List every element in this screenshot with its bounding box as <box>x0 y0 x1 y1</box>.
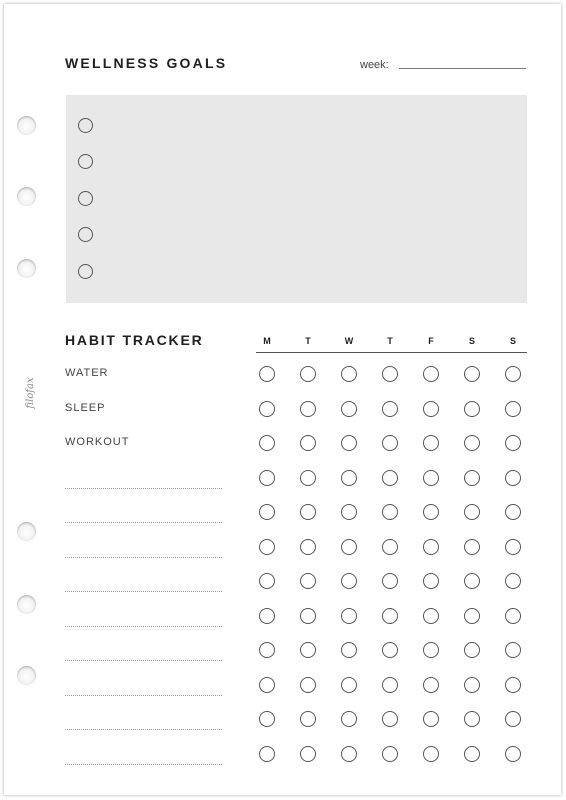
week-input-line[interactable] <box>399 68 526 69</box>
habit-checkbox[interactable] <box>423 677 439 693</box>
habit-checkbox[interactable] <box>505 677 521 693</box>
habit-checkbox[interactable] <box>341 504 357 520</box>
habit-checkbox[interactable] <box>259 470 275 486</box>
habit-write-line[interactable] <box>65 695 222 696</box>
habit-checkbox[interactable] <box>505 504 521 520</box>
punch-hole-5 <box>17 595 36 614</box>
habit-checkbox[interactable] <box>505 746 521 762</box>
days-header-rule <box>256 352 527 353</box>
punch-hole-4 <box>17 522 36 541</box>
habit-write-line[interactable] <box>65 557 222 558</box>
habit-checkbox[interactable] <box>505 573 521 589</box>
habit-checkbox[interactable] <box>382 642 398 658</box>
goals-area[interactable] <box>66 95 527 303</box>
habit-checkbox[interactable] <box>259 539 275 555</box>
habit-checkbox[interactable] <box>423 573 439 589</box>
habit-write-line[interactable] <box>65 660 222 661</box>
habit-checkbox[interactable] <box>300 608 316 624</box>
goal-checkbox[interactable] <box>78 264 93 279</box>
habit-checkbox[interactable] <box>382 366 398 382</box>
habit-checkbox[interactable] <box>464 642 480 658</box>
habit-checkbox[interactable] <box>423 401 439 417</box>
habit-checkbox[interactable] <box>341 470 357 486</box>
habit-checkbox[interactable] <box>300 573 316 589</box>
habit-checkbox[interactable] <box>505 608 521 624</box>
habit-checkbox[interactable] <box>464 573 480 589</box>
habit-checkbox[interactable] <box>259 608 275 624</box>
habit-checkbox[interactable] <box>300 677 316 693</box>
habit-checkbox[interactable] <box>341 677 357 693</box>
habit-write-line[interactable] <box>65 729 222 730</box>
habit-checkbox[interactable] <box>464 711 480 727</box>
habit-checkbox[interactable] <box>259 746 275 762</box>
habit-checkbox[interactable] <box>423 746 439 762</box>
habit-checkbox[interactable] <box>300 470 316 486</box>
habit-checkbox[interactable] <box>259 435 275 451</box>
habit-checkbox[interactable] <box>300 642 316 658</box>
day-header: F <box>428 336 434 346</box>
habit-checkbox[interactable] <box>259 504 275 520</box>
habit-checkbox[interactable] <box>464 401 480 417</box>
habit-checkbox[interactable] <box>423 366 439 382</box>
habit-checkbox[interactable] <box>464 470 480 486</box>
habit-checkbox[interactable] <box>382 711 398 727</box>
habit-checkbox[interactable] <box>464 677 480 693</box>
habit-write-line[interactable] <box>65 522 222 523</box>
habit-checkbox[interactable] <box>464 504 480 520</box>
habit-checkbox[interactable] <box>382 470 398 486</box>
habit-checkbox[interactable] <box>423 711 439 727</box>
habit-label: SLEEP <box>65 401 106 414</box>
habit-checkbox[interactable] <box>423 435 439 451</box>
goal-checkbox[interactable] <box>78 191 93 206</box>
habit-checkbox[interactable] <box>382 504 398 520</box>
day-header: S <box>509 336 516 346</box>
habit-checkbox[interactable] <box>300 539 316 555</box>
habit-checkbox[interactable] <box>464 608 480 624</box>
habit-checkbox[interactable] <box>505 435 521 451</box>
habit-checkbox[interactable] <box>341 539 357 555</box>
page-title: WELLNESS GOALS <box>65 55 228 71</box>
habit-checkbox[interactable] <box>382 608 398 624</box>
habit-checkbox[interactable] <box>300 746 316 762</box>
habit-label: WORKOUT <box>65 436 130 448</box>
habit-checkbox[interactable] <box>259 401 275 417</box>
habit-checkbox[interactable] <box>423 504 439 520</box>
habit-checkbox[interactable] <box>505 711 521 727</box>
punch-hole-1 <box>17 116 36 135</box>
punch-hole-3 <box>17 259 36 278</box>
habit-checkbox[interactable] <box>423 539 439 555</box>
habit-checkbox[interactable] <box>259 677 275 693</box>
goal-checkbox[interactable] <box>78 227 93 242</box>
punch-hole-6 <box>17 666 36 685</box>
habit-checkbox[interactable] <box>341 746 357 762</box>
habit-checkbox[interactable] <box>382 539 398 555</box>
habit-checkbox[interactable] <box>259 711 275 727</box>
habit-checkbox[interactable] <box>300 366 316 382</box>
habit-checkbox[interactable] <box>300 504 316 520</box>
habit-checkbox[interactable] <box>300 711 316 727</box>
habit-checkbox[interactable] <box>423 608 439 624</box>
habit-checkbox[interactable] <box>341 435 357 451</box>
day-header: S <box>468 336 475 346</box>
habit-write-line[interactable] <box>65 488 222 489</box>
habit-label: WATER <box>65 367 109 379</box>
habit-checkbox[interactable] <box>300 401 316 417</box>
habit-checkbox[interactable] <box>341 366 357 382</box>
habit-checkbox[interactable] <box>259 366 275 382</box>
habit-checkbox[interactable] <box>382 746 398 762</box>
habit-checkbox[interactable] <box>505 470 521 486</box>
habit-checkbox[interactable] <box>259 573 275 589</box>
habit-checkbox[interactable] <box>423 642 439 658</box>
habit-checkbox[interactable] <box>300 435 316 451</box>
habit-checkbox[interactable] <box>341 642 357 658</box>
goal-checkbox[interactable] <box>78 154 93 169</box>
habit-checkbox[interactable] <box>382 573 398 589</box>
habit-checkbox[interactable] <box>505 366 521 382</box>
habit-checkbox[interactable] <box>382 435 398 451</box>
punch-hole-2 <box>17 187 36 206</box>
habit-checkbox[interactable] <box>382 677 398 693</box>
week-label: week: <box>360 59 389 71</box>
habit-checkbox[interactable] <box>464 435 480 451</box>
habit-tracker-title: HABIT TRACKER <box>65 332 204 348</box>
habit-checkbox[interactable] <box>464 746 480 762</box>
day-header: T <box>387 336 393 346</box>
habit-write-line[interactable] <box>65 764 222 765</box>
habit-write-line[interactable] <box>65 626 222 627</box>
habit-checkbox[interactable] <box>341 608 357 624</box>
goal-checkbox[interactable] <box>78 118 93 133</box>
habit-checkbox[interactable] <box>464 539 480 555</box>
habit-checkbox[interactable] <box>382 401 398 417</box>
day-header: M <box>263 336 271 346</box>
brand-logo: filofax <box>24 377 36 409</box>
habit-checkbox[interactable] <box>341 401 357 417</box>
habit-checkbox[interactable] <box>464 366 480 382</box>
day-header: W <box>344 336 354 346</box>
habit-checkbox[interactable] <box>505 642 521 658</box>
habit-checkbox[interactable] <box>505 401 521 417</box>
habit-checkbox[interactable] <box>341 573 357 589</box>
habit-checkbox[interactable] <box>423 470 439 486</box>
habit-checkbox[interactable] <box>505 539 521 555</box>
habit-checkbox[interactable] <box>341 711 357 727</box>
day-header: T <box>305 336 311 346</box>
habit-write-line[interactable] <box>65 591 222 592</box>
habit-checkbox[interactable] <box>259 642 275 658</box>
